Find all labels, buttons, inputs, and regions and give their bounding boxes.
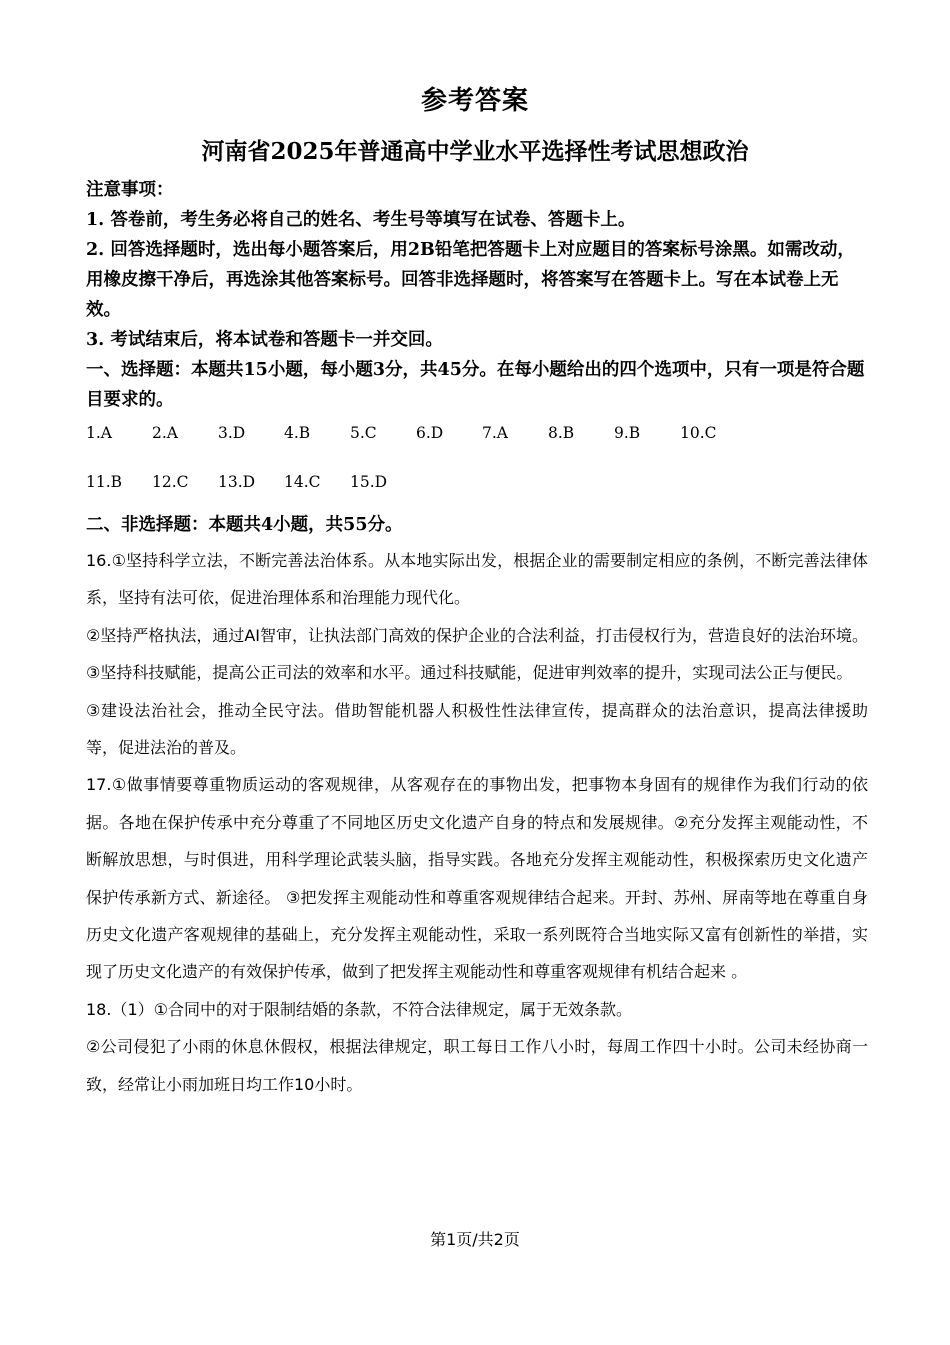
page-title: 参考答案	[420, 86, 529, 116]
choice-answer: 15.D	[350, 473, 388, 491]
choice-answer: 1.A	[86, 424, 112, 442]
choice-answer: 13.D	[218, 473, 256, 491]
answer-paragraph: ③建设法治社会，推动全民守法。借助智能机器人积极性性法律宣传，提高群众的法治意识，提高法律援助等，促进法治的普及。	[86, 700, 868, 758]
choice-answers-row-2	[86, 473, 806, 491]
notes-heading: 注意事项：	[86, 180, 174, 200]
section-1-heading: 一、选择题：本题共15小题，每小题3分，共45分。在每小题给出的四个选项中，只有一项是符合题目要求的。	[86, 360, 865, 410]
answer-paragraph: ②坚持严格执法，通过AI智审，让执法部门高效的保护企业的合法利益，打击侵权行为，营造良好的法治环境。	[86, 625, 869, 645]
section-2-heading: 二、非选择题：本题共4小题，共55分。	[86, 515, 403, 535]
choice-answer: 9.B	[614, 424, 641, 442]
choice-answer: 7.A	[482, 424, 508, 442]
answer-paragraph: ②公司侵犯了小雨的休息休假权，根据法律规定，职工每日工作八小时，每周工作四十小时。公司未经协商一致，经常让小雨加班日均工作10小时。	[86, 1037, 868, 1094]
choice-answer: 10.C	[680, 424, 717, 442]
note-item-2: 2. 回答选择题时，选出每小题答案后，用2B铅笔把答题卡上对应题目的答案标号涂黑。如需改动，用橡皮擦干净后，再选涂其他答案标号。回答非选择题时，将答案写在答题卡上。写在本试卷上无效。	[86, 240, 855, 320]
exam-subtitle: 河南省2025年普通高中学业水平选择性考试思想政治	[201, 138, 749, 165]
choice-answer: 2.A	[152, 424, 178, 442]
answer-paragraph: 18.（1）①合同中的对于限制结婚的条款，不符合法律规定，属于无效条款。	[86, 999, 632, 1019]
choice-answer: 8.B	[548, 424, 575, 442]
answer-body	[86, 542, 868, 1103]
choice-answers-row-1	[86, 424, 806, 442]
notes-section	[86, 175, 866, 415]
choice-answer: 14.C	[284, 473, 321, 491]
note-item-1: 1. 答卷前，考生务必将自己的姓名、考生号等填写在试卷、答题卡上。	[86, 210, 636, 230]
note-item-3: 3. 考试结束后，将本试卷和答题卡一并交回。	[86, 330, 443, 350]
page-footer: 第1页/共2页	[430, 1230, 520, 1249]
choice-answer: 4.B	[284, 424, 311, 442]
choice-answer: 5.C	[350, 424, 377, 442]
choice-answer: 6.D	[416, 424, 444, 442]
choice-answer: 12.C	[152, 473, 189, 491]
answer-paragraph: 17.①做事情要尊重物质运动的客观规律，从客观存在的事物出发，把事物本身固有的规律作为我们行动的依据。各地在保护传承中充分尊重了不同地区历史文化遗产自身的特点和发展规律。②充分发挥主观能动性，不断解放思想，与时俱进，用科学理论武装头脑，指导实践。各地充分发挥主观能动性，积极探索历史文化遗产保护传承新方式、新途径。 ③把发挥主观能动性和尊重客观规律结合起来。开封、苏州、屏南等地在尊重自身历史文化遗产客观规律的基础上，充分发挥主观能动性，采取一系列既符合当地实际又富有创新性的举措，实现了历史文化遗产的有效保护传承，做到了把发挥主观能动性和尊重客观规律有机结合起来 。	[86, 775, 868, 982]
choice-answer: 11.B	[86, 473, 123, 491]
answer-paragraph: ③坚持科技赋能，提高公正司法的效率和水平。通过科技赋能，促进审判效率的提升，实现司法公正与便民。	[86, 663, 853, 683]
answer-paragraph: 16.①坚持科学立法，不断完善法治体系。从本地实际出发，根据企业的需要制定相应的条例，不断完善法律体系，坚持有法可依，促进治理体系和治理能力现代化。	[86, 551, 868, 608]
choice-answer: 3.D	[218, 424, 246, 442]
